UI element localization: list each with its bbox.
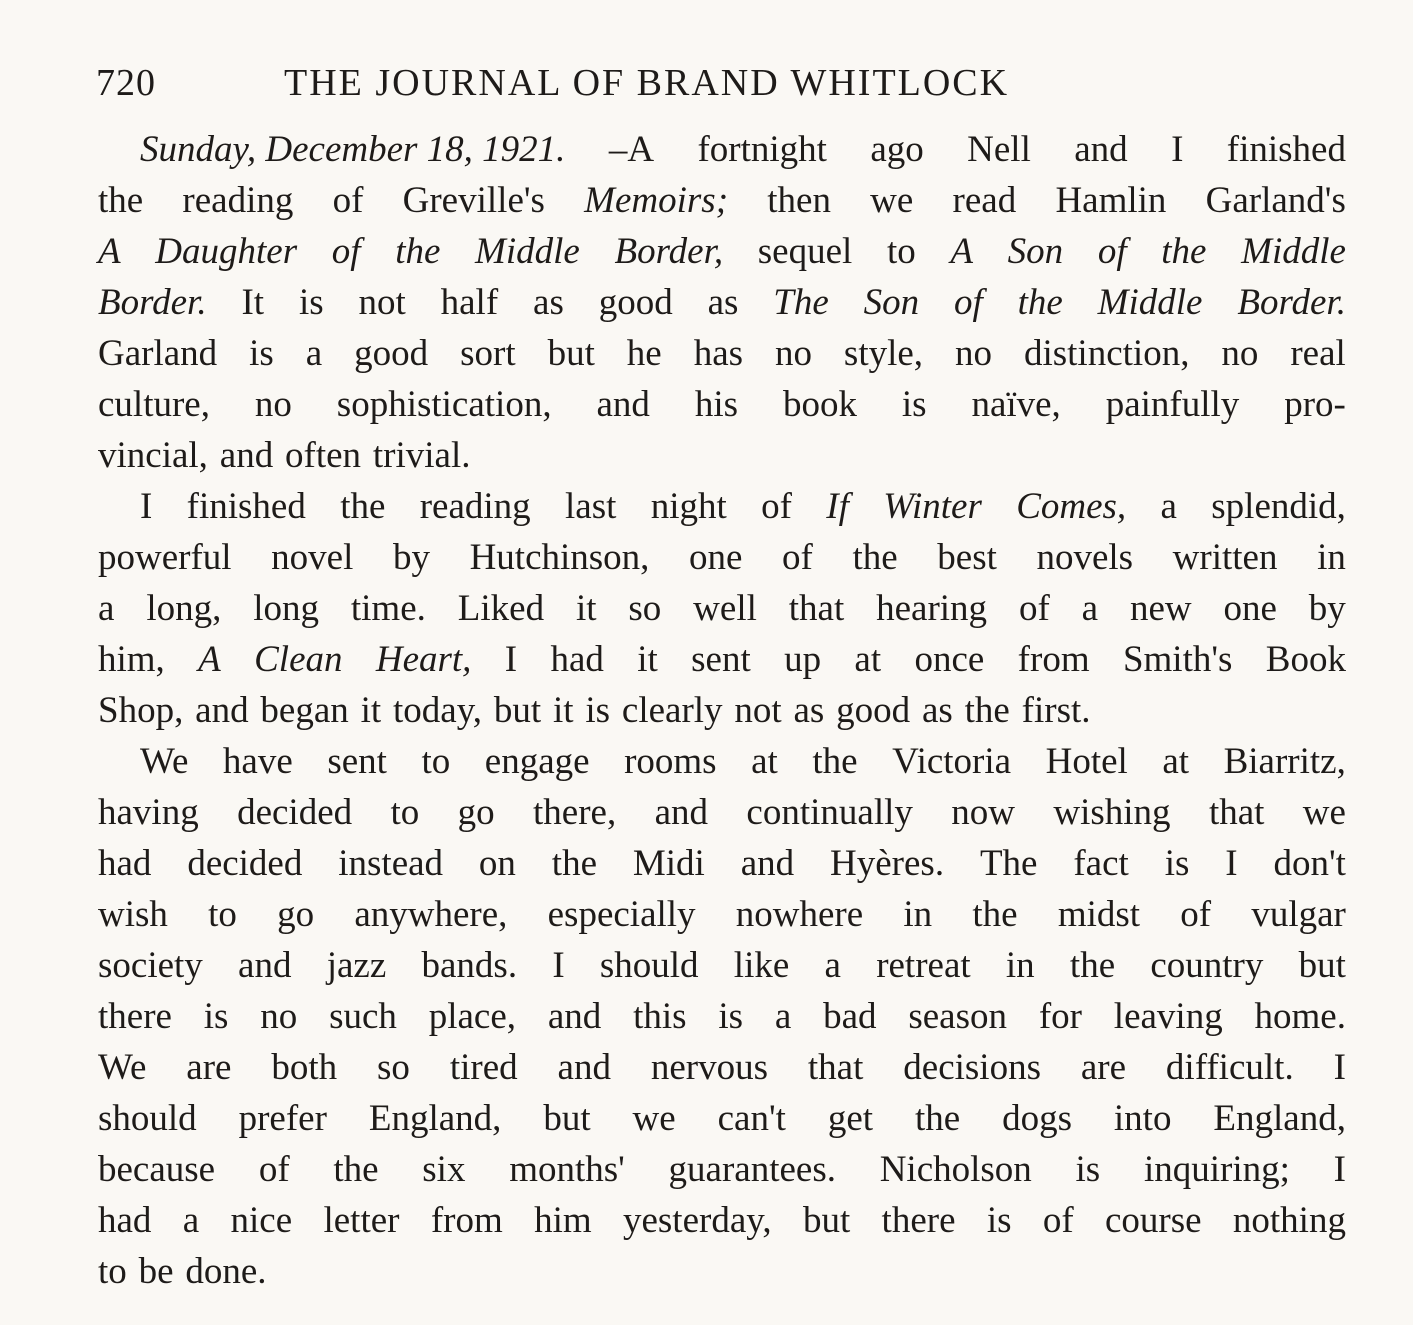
- italic-word: Middle: [475, 231, 580, 272]
- word: at: [751, 741, 778, 782]
- word: best: [937, 537, 997, 578]
- word: decisions: [903, 1047, 1041, 1088]
- word: England,: [368, 1098, 502, 1139]
- word: sequel: [757, 231, 853, 272]
- word: often: [285, 435, 362, 476]
- journal-entry: [98, 124, 1346, 1297]
- word: it: [360, 690, 382, 731]
- word: I: [1171, 129, 1184, 170]
- word: him,: [98, 639, 165, 680]
- word: Victoria: [892, 741, 1012, 782]
- word: real: [1290, 333, 1346, 374]
- word: had: [550, 639, 604, 680]
- word: bad: [823, 996, 877, 1037]
- word: go: [457, 792, 495, 833]
- word: yesterday,: [622, 1200, 772, 1241]
- word: is: [249, 333, 274, 374]
- word: as: [533, 282, 564, 323]
- word: it: [637, 639, 658, 680]
- italic-word: A: [950, 231, 974, 272]
- word: novel: [271, 537, 354, 578]
- word: anywhere,: [354, 894, 508, 935]
- word: I: [552, 945, 565, 986]
- word: are: [186, 1047, 232, 1088]
- word: home.: [1254, 996, 1346, 1037]
- word: of: [1180, 894, 1212, 935]
- word: that: [788, 588, 845, 629]
- word: sent: [327, 741, 387, 782]
- word: and: [547, 996, 602, 1037]
- word: one: [1223, 588, 1277, 629]
- italic-word: Border,: [614, 231, 724, 272]
- word: I: [1333, 1149, 1346, 1190]
- word: bands.: [421, 945, 518, 986]
- word: a: [1081, 588, 1099, 629]
- word: ago: [870, 129, 924, 170]
- word: a: [1160, 486, 1177, 527]
- text-line: [98, 736, 1346, 787]
- word: of: [1042, 1200, 1074, 1241]
- word: it: [575, 588, 597, 629]
- word: for: [1038, 996, 1082, 1037]
- word: we: [632, 1098, 676, 1139]
- word: of: [1018, 588, 1050, 629]
- word: painfully: [1105, 384, 1240, 425]
- word: night: [650, 486, 727, 527]
- italic-word: Clean: [254, 639, 343, 680]
- word: and: [1074, 129, 1128, 170]
- word: continually: [746, 792, 913, 833]
- word: Garland's: [1205, 180, 1346, 221]
- word: to: [421, 741, 451, 782]
- word: wish: [98, 894, 168, 935]
- word: no: [774, 333, 812, 374]
- text-line: [98, 226, 1346, 277]
- italic-word: Son: [1007, 231, 1064, 272]
- word: to: [98, 1251, 127, 1292]
- word: in: [1317, 537, 1346, 578]
- word: a: [98, 588, 115, 629]
- word: reading: [182, 180, 294, 221]
- word: not: [734, 690, 782, 731]
- word: his: [694, 384, 739, 425]
- word: having: [98, 792, 199, 833]
- word: Garland: [98, 333, 218, 374]
- word: nowhere: [735, 894, 864, 935]
- word: culture,: [98, 384, 210, 425]
- word: Book: [1265, 639, 1346, 680]
- word: finished: [186, 486, 306, 527]
- word: difficult.: [1165, 1047, 1294, 1088]
- word: that: [1208, 792, 1265, 833]
- word: distinction,: [1023, 333, 1190, 374]
- word: We: [140, 741, 189, 782]
- word: done.: [185, 1251, 267, 1292]
- word: should: [98, 1098, 197, 1139]
- word: It: [241, 282, 265, 323]
- word: a: [182, 1200, 200, 1241]
- word: had: [98, 1200, 152, 1241]
- word: good: [836, 690, 911, 731]
- text-line: [98, 838, 1346, 889]
- word: I: [140, 486, 153, 527]
- word: new: [1129, 588, 1192, 629]
- word: good: [598, 282, 673, 323]
- text-line: [98, 430, 1346, 481]
- word: society: [98, 945, 203, 986]
- word: be: [138, 1251, 174, 1292]
- word: he: [626, 333, 662, 374]
- word: Nicholson: [879, 1149, 1032, 1190]
- word: and: [219, 435, 274, 476]
- paragraph: [98, 124, 1346, 481]
- word: and: [557, 1047, 611, 1088]
- word: him: [534, 1200, 592, 1241]
- word: there: [98, 996, 172, 1037]
- italic-word: Comes,: [1016, 486, 1127, 527]
- word: there: [881, 1200, 956, 1241]
- word: in: [1005, 945, 1035, 986]
- word: decided: [237, 792, 353, 833]
- word: is: [203, 996, 229, 1037]
- italic-word: A: [98, 231, 121, 272]
- word: can't: [717, 1098, 786, 1139]
- word: a: [824, 945, 841, 986]
- word: this: [633, 996, 687, 1037]
- word: sophistication,: [336, 384, 552, 425]
- word: Biarritz,: [1223, 741, 1346, 782]
- word: is: [1164, 843, 1190, 884]
- word: jazz: [326, 945, 387, 986]
- text-line: [98, 175, 1346, 226]
- word: on: [478, 843, 516, 884]
- word: leaving: [1113, 996, 1223, 1037]
- word: should: [599, 945, 699, 986]
- word: get: [827, 1098, 874, 1139]
- word: one: [689, 537, 743, 578]
- word: Hotel: [1045, 741, 1128, 782]
- word: sent: [691, 639, 751, 680]
- word: decided: [187, 843, 303, 884]
- word: that: [807, 1047, 864, 1088]
- page-number: 720: [96, 62, 156, 104]
- word: time.: [350, 588, 426, 629]
- word: especially: [547, 894, 696, 935]
- word: long,: [146, 588, 222, 629]
- italic-word: the: [395, 231, 441, 272]
- word: long: [253, 588, 319, 629]
- text-line: [98, 124, 1346, 175]
- word: is: [298, 282, 324, 323]
- word: trivial.: [372, 435, 471, 476]
- word: don't: [1273, 843, 1346, 884]
- word: by: [392, 537, 430, 578]
- word: fortnight: [697, 129, 827, 170]
- word: a: [305, 333, 323, 374]
- word: is: [986, 1200, 1012, 1241]
- word: but: [802, 1200, 851, 1241]
- word: the: [340, 486, 386, 527]
- word: now: [951, 792, 1015, 833]
- italic-word: Sunday, December 18, 1921.: [140, 129, 566, 170]
- word: so: [377, 1047, 410, 1088]
- text-line: [98, 940, 1346, 991]
- italic-word: The: [773, 282, 829, 323]
- word: the: [333, 1149, 379, 1190]
- word: the: [964, 690, 1010, 731]
- word: style,: [843, 333, 924, 374]
- word: because: [98, 1149, 216, 1190]
- word: the: [852, 537, 898, 578]
- text-line: [98, 787, 1346, 838]
- word: of: [761, 486, 792, 527]
- word: wishing: [1053, 792, 1171, 833]
- word: last: [565, 486, 617, 527]
- word: we: [1302, 792, 1346, 833]
- word: no: [260, 996, 298, 1037]
- word: in: [903, 894, 933, 935]
- italic-word: If: [826, 486, 849, 527]
- word: go: [277, 894, 315, 935]
- word: once: [914, 639, 985, 680]
- word: Liked: [457, 588, 545, 629]
- word: a: [774, 996, 792, 1037]
- italic-word: Winter: [883, 486, 982, 527]
- word: six: [422, 1149, 466, 1190]
- text-line: [98, 634, 1346, 685]
- word: into: [1113, 1098, 1172, 1139]
- word: instead: [338, 843, 444, 884]
- word: as: [707, 282, 739, 323]
- word: to: [208, 894, 237, 935]
- word: as: [921, 690, 953, 731]
- word: Hutchinson,: [469, 537, 650, 578]
- word: clearly: [621, 690, 723, 731]
- word: Greville's: [402, 180, 545, 221]
- word: We: [98, 1047, 147, 1088]
- text-line: [98, 328, 1346, 379]
- text-line: [98, 277, 1346, 328]
- word: at: [854, 639, 882, 680]
- word: dogs: [1002, 1098, 1072, 1139]
- word: tired: [449, 1047, 518, 1088]
- word: is: [1075, 1149, 1101, 1190]
- word: good: [354, 333, 429, 374]
- word: but: [1298, 945, 1346, 986]
- text-line: [98, 379, 1346, 430]
- word: no: [254, 384, 292, 425]
- word: of: [258, 1149, 290, 1190]
- word: The: [979, 843, 1038, 884]
- word: finished: [1226, 129, 1346, 170]
- text-line: [98, 532, 1346, 583]
- word: nothing: [1232, 1200, 1346, 1241]
- running-head: [96, 58, 1346, 108]
- word: months': [509, 1149, 625, 1190]
- word: not: [358, 282, 406, 323]
- word: inquiring;: [1143, 1149, 1290, 1190]
- text-line: [98, 685, 1346, 736]
- word: of: [782, 537, 813, 578]
- italic-word: Border.: [98, 282, 207, 323]
- word: of: [332, 180, 364, 221]
- word: both: [271, 1047, 338, 1088]
- text-line: [98, 889, 1346, 940]
- word: prefer: [238, 1098, 327, 1139]
- text-line: [98, 991, 1346, 1042]
- word: no: [1221, 333, 1259, 374]
- word: hearing: [876, 588, 988, 629]
- word: course: [1105, 1200, 1202, 1241]
- paragraph: [98, 736, 1346, 1297]
- word: and: [740, 843, 795, 884]
- word: we: [870, 180, 914, 221]
- word: reading: [419, 486, 531, 527]
- word: engage: [484, 741, 590, 782]
- word: well: [693, 588, 757, 629]
- running-title: THE JOURNAL OF BRAND WHITLOCK: [284, 62, 1010, 104]
- word: by: [1308, 588, 1346, 629]
- word: novels: [1036, 537, 1134, 578]
- word: are: [1080, 1047, 1127, 1088]
- text-line: [98, 1093, 1346, 1144]
- word: book: [782, 384, 857, 425]
- word: first.: [1021, 690, 1091, 731]
- word: Hamlin: [1055, 180, 1167, 221]
- word: season: [908, 996, 1008, 1037]
- word: sort: [460, 333, 516, 374]
- word: guarantees.: [668, 1149, 836, 1190]
- word: Shop,: [98, 690, 184, 731]
- word: but: [547, 333, 595, 374]
- word: –A: [608, 129, 655, 170]
- word: the: [972, 894, 1018, 935]
- word: midst: [1057, 894, 1141, 935]
- word: rooms: [624, 741, 717, 782]
- word: to: [886, 231, 916, 272]
- word: is: [718, 996, 744, 1037]
- word: began: [260, 690, 349, 731]
- italic-word: Daughter: [155, 231, 298, 272]
- italic-word: of: [953, 282, 983, 323]
- word: as: [793, 690, 825, 731]
- word: Nell: [967, 129, 1031, 170]
- word: splendid,: [1211, 486, 1346, 527]
- paragraph: [98, 481, 1346, 736]
- word: nice: [230, 1200, 293, 1241]
- word: to: [390, 792, 420, 833]
- text-line: [98, 583, 1346, 634]
- word: vulgar: [1251, 894, 1346, 935]
- word: read: [952, 180, 1017, 221]
- italic-word: the: [1017, 282, 1063, 323]
- word: there,: [533, 792, 617, 833]
- word: and: [195, 690, 249, 731]
- word: retreat: [876, 945, 971, 986]
- word: from: [430, 1200, 503, 1241]
- text-line: [98, 1246, 1346, 1297]
- word: at: [1162, 741, 1190, 782]
- word: pro-: [1284, 384, 1346, 425]
- italic-word: A: [198, 639, 221, 680]
- italic-word: Heart,: [375, 639, 472, 680]
- word: country: [1150, 945, 1264, 986]
- word: had: [98, 843, 152, 884]
- word: and: [596, 384, 650, 425]
- text-line: [98, 1195, 1346, 1246]
- word: the: [914, 1098, 961, 1139]
- word: nervous: [650, 1047, 768, 1088]
- word: and: [238, 945, 292, 986]
- word: place,: [428, 996, 517, 1037]
- word: half: [440, 282, 499, 323]
- italic-word: Memoirs;: [584, 180, 729, 221]
- italic-word: Middle: [1097, 282, 1203, 323]
- word: is: [901, 384, 927, 425]
- italic-word: of: [1097, 231, 1127, 272]
- word: the: [551, 843, 597, 884]
- word: no: [955, 333, 993, 374]
- word: powerful: [98, 537, 232, 578]
- word: Midi: [632, 843, 705, 884]
- text-line: [98, 481, 1346, 532]
- word: naïve,: [971, 384, 1061, 425]
- text-line: [98, 1042, 1346, 1093]
- italic-word: of: [331, 231, 361, 272]
- word: then: [767, 180, 831, 221]
- word: have: [222, 741, 293, 782]
- word: it: [553, 690, 574, 731]
- word: and: [654, 792, 709, 833]
- word: letter: [323, 1200, 400, 1241]
- italic-word: Middle: [1241, 231, 1346, 272]
- word: such: [329, 996, 397, 1037]
- word: today,: [393, 690, 483, 731]
- italic-word: Son: [863, 282, 920, 323]
- word: is: [585, 690, 611, 731]
- word: Hyères.: [830, 843, 945, 884]
- word: England,: [1213, 1098, 1346, 1139]
- word: from: [1017, 639, 1090, 680]
- word: fact: [1073, 843, 1129, 884]
- word: like: [733, 945, 790, 986]
- word: has: [693, 333, 744, 374]
- word: the: [98, 180, 144, 221]
- word: written: [1172, 537, 1278, 578]
- italic-word: Border.: [1237, 282, 1346, 323]
- word: I: [504, 639, 518, 680]
- word: the: [812, 741, 858, 782]
- word: the: [1069, 945, 1116, 986]
- word: I: [1333, 1047, 1346, 1088]
- text-line: [98, 1144, 1346, 1195]
- word: so: [628, 588, 662, 629]
- word: Smith's: [1122, 639, 1233, 680]
- word: vincial,: [98, 435, 208, 476]
- italic-word: the: [1161, 231, 1207, 272]
- word: but: [543, 1098, 591, 1139]
- word: but: [493, 690, 542, 731]
- word: up: [784, 639, 822, 680]
- word: I: [1225, 843, 1238, 884]
